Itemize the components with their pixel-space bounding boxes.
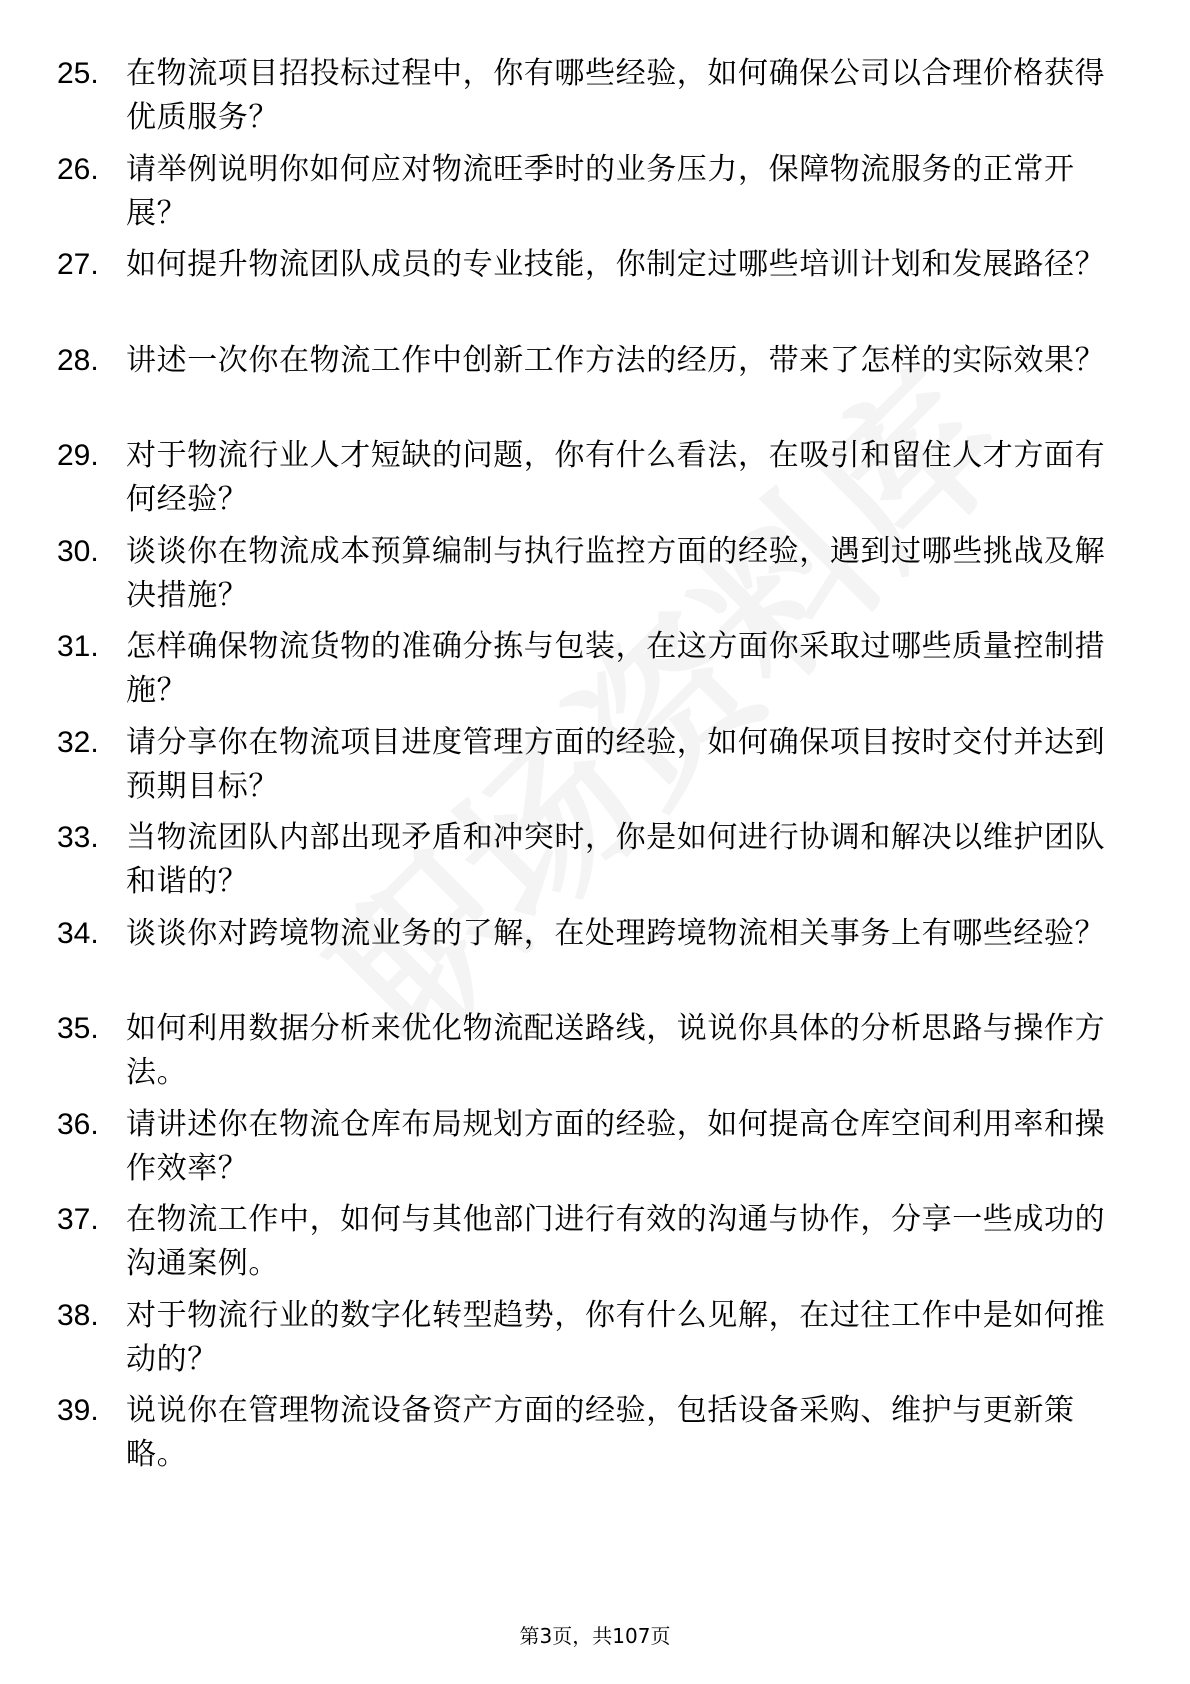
question-number: 28. [57,343,99,377]
question-text: 如何提升物流团队成员的专业技能，你制定过哪些培训计划和发展路径？ [126,247,1106,282]
question-text: 请举例说明你如何应对物流旺季时的业务压力，保障物流服务的正常开展？ [126,151,1075,231]
question-number: 37. [57,1203,99,1236]
question-number: 26. [57,152,99,186]
question-item [0,621,1190,717]
question-number: 31. [57,630,99,663]
question-text: 请讲述你在物流仓库布局规划方面的经验，如何提高仓库空间利用率和操作效率？ [126,1106,1106,1186]
question-number: 25. [57,57,99,90]
question-item [0,144,1190,240]
question-text: 说说你在管理物流设备资产方面的经验，包括设备采购、维护与更新策略。 [126,1393,1075,1472]
question-text: 对于物流行业人才短缺的问题，你有什么看法，在吸引和留住人才方面有何经验？ [126,438,1106,517]
question-number: 39. [57,1394,99,1427]
question-number: 33. [57,821,99,854]
question-text: 当物流团队内部出现矛盾和冲突时，你是如何进行协调和解决以维护团队和谐的？ [126,820,1106,899]
question-item [0,526,1190,622]
question-item [0,1003,1190,1099]
question-item [0,908,1190,1004]
question-text: 请分享你在物流项目进度管理方面的经验，如何确保项目按时交付并达到预期目标？ [126,724,1106,804]
question-text: 在物流工作中，如何与其他部门进行有效的沟通与协作，分享一些成功的沟通案例。 [126,1202,1106,1281]
question-text: 谈谈你对跨境物流业务的了解，在处理跨境物流相关事务上有哪些经验？ [126,915,1106,951]
question-item [0,1099,1190,1195]
question-number: 35. [57,1012,99,1045]
question-number: 27. [57,248,99,281]
question-number: 30. [57,534,99,568]
question-number: 38. [57,1298,99,1332]
question-item [0,239,1190,335]
question-text: 如何利用数据分析来优化物流配送路线，说说你具体的分析思路与操作方法。 [126,1011,1106,1090]
question-number: 34. [57,916,99,950]
page-number-label: 第3页，共107页 [519,1624,671,1648]
question-item [0,1194,1190,1290]
question-item [0,1290,1190,1386]
question-number: 29. [57,439,99,472]
question-item [0,717,1190,813]
question-item [0,335,1190,431]
question-text: 讲述一次你在物流工作中创新工作方法的经历，带来了怎样的实际效果？ [126,342,1106,378]
question-item [0,430,1190,526]
question-text: 对于物流行业的数字化转型趋势，你有什么见解，在过往工作中是如何推动的？ [126,1297,1106,1377]
question-text: 在物流项目招投标过程中，你有哪些经验，如何确保公司以合理价格获得优质服务？ [126,56,1106,135]
question-number: 32. [57,725,99,759]
question-item [0,1385,1190,1481]
page-footer [0,1622,1190,1650]
question-item [0,48,1190,144]
question-text: 谈谈你在物流成本预算编制与执行监控方面的经验，遇到过哪些挑战及解决措施？ [126,533,1106,613]
question-item [0,812,1190,908]
question-number: 36. [57,1107,99,1141]
question-text: 怎样确保物流货物的准确分拣与包装，在这方面你采取过哪些质量控制措施？ [126,629,1106,708]
question-list [0,48,1190,1481]
